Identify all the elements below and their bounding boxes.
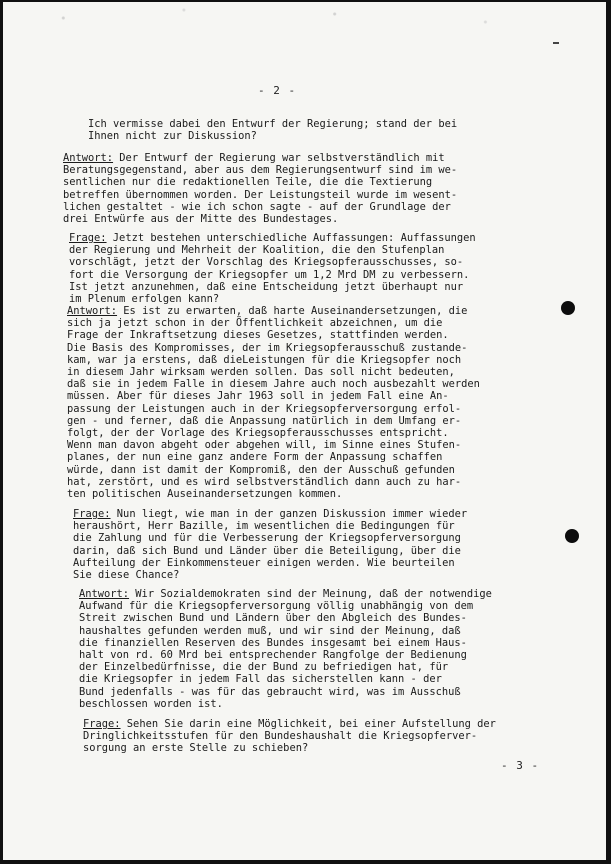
line-text: Dringlichkeitsstufen für den Bundeshaushalt die Kriegsopferver- (83, 730, 478, 743)
line-text: Ist jetzt anzunehmen, daß eine Entscheidung jetzt überhaupt nur (69, 280, 464, 293)
line-text: Sehen Sie darin eine Möglichkeit, bei einer Aufstellung der (120, 718, 496, 730)
line-text: Aufwand für die Kriegsopferversorgung völlig unabhängig von dem (79, 600, 474, 613)
line-text: Aufteilung der Einkommensteuer einigen werden. Wie beurteilen (73, 556, 455, 569)
text-line (63, 201, 568, 213)
text-line (67, 342, 572, 354)
line-text: die finanziellen Reserven des Bundes insgesamt bei einem Haus- (79, 636, 467, 649)
line-text: würde, dann ist damit der Kompromiß, den der Ausschuß gefunden (67, 463, 455, 476)
speaker-label: Frage: (73, 508, 111, 520)
line-text: Der Entwurf der Regierung war selbstverständlich mit (113, 152, 445, 164)
line-text: folgt, der der Vorlage des Kriegsopferausschusses entspricht. (67, 427, 449, 440)
text-line (63, 164, 568, 176)
line-text: drei Entwürfe aus der Mitte des Bundestages. (63, 213, 339, 226)
text-line (67, 305, 572, 317)
line-text: betreffen übernommen worden. Der Leistungsteil wurde im wesent- (63, 188, 458, 201)
speaker-label: Antwort: (79, 588, 130, 600)
text-line (63, 189, 568, 201)
text-line (79, 600, 579, 612)
text-line (79, 637, 579, 649)
line-text: die Kriegsopfer in jedem Fall das sicherstellen kann - der (79, 673, 442, 686)
line-text: daß sie in jedem Falle in diesem Jahre auch noch ausbezahlt werden (67, 378, 480, 391)
answer-block (67, 305, 572, 500)
text-line (67, 354, 572, 366)
text-line (83, 730, 578, 742)
scan-noise (3, 2, 606, 42)
edge-mark (553, 42, 559, 44)
line-text: sich ja jetzt schon in der Öffentlichkeit abzeichnen, um die (67, 317, 443, 330)
line-text: beschlossen worden ist. (79, 697, 223, 710)
text-line (67, 378, 572, 390)
text-line (67, 476, 572, 488)
line-text: Frage der Inkraftsetzung dieses Gesetzes, stattfinden werden. (67, 329, 449, 342)
text-line (79, 625, 579, 637)
text-line (67, 366, 572, 378)
text-line (69, 232, 569, 244)
line-text: gen - und ferner, daß die Anpassung natürlich in dem Umfang er- (67, 414, 462, 427)
punch-hole (561, 301, 575, 315)
line-text: vorschlägt, jetzt der Vorschlag des Kriegsopferausschusses, so- (69, 256, 464, 269)
line-text: Sie diese Chance? (73, 569, 180, 582)
text-line (73, 569, 573, 581)
speaker-label: Frage: (83, 718, 121, 730)
text-line (67, 329, 572, 341)
text-line (73, 545, 573, 557)
text-line (63, 213, 568, 225)
line-text: Streit zwischen Bund und Ländern über den Abgleich des Bundes- (79, 612, 467, 625)
text-line (69, 244, 569, 256)
line-text: Ich vermisse dabei den Entwurf der Regierung; stand der bei (88, 118, 458, 130)
text-line (73, 557, 573, 569)
line-text: Es ist zu erwarten, daß harte Auseinandersetzungen, die (117, 305, 468, 317)
question-block (73, 508, 573, 581)
answer-block (63, 152, 568, 225)
text-line (67, 451, 572, 463)
text-line (88, 130, 568, 142)
text-line (63, 152, 568, 164)
text-line (67, 415, 572, 427)
line-text: der Regierung und Mehrheit der Koalition, die den Stufenplan (69, 244, 445, 257)
answer-block (79, 588, 579, 710)
text-line (69, 269, 569, 281)
text-line (63, 176, 568, 188)
text-line (79, 698, 579, 710)
line-text: der Einzelbedürfnisse, die der Bund zu befriedigen hat, für (79, 661, 449, 674)
text-line (69, 281, 569, 293)
line-text: müssen. Aber für dieses Jahr 1963 soll in jedem Fall eine An- (67, 390, 449, 403)
document-page (3, 2, 606, 860)
line-text: heraushört, Herr Bazille, im wesentlichen die Bedingungen für (73, 520, 455, 533)
text-line (67, 317, 572, 329)
line-text: hat, zerstört, und es wird selbstverständlich dann auch zu har- (67, 475, 462, 488)
text-line (73, 532, 573, 544)
speaker-label: Antwort: (67, 305, 118, 317)
text-line (67, 488, 572, 500)
intro-question (88, 118, 568, 142)
text-line (79, 649, 579, 661)
line-text: haushaltes gefunden werden muß, und wir sind der Meinung, daß (79, 624, 461, 637)
text-line (79, 661, 579, 673)
text-line (83, 718, 578, 730)
text-line (79, 686, 579, 698)
line-text: Die Basis des Kompromisses, der im Kriegsopferausschuß zustande- (67, 341, 468, 354)
line-text: Ihnen nicht zur Diskussion? (88, 130, 257, 143)
question-block (69, 232, 569, 305)
question-block (83, 718, 578, 755)
text-line (73, 520, 573, 532)
line-text: in diesem Jahr wirksam werden sollen. Das soll nicht bedeuten, (67, 366, 455, 379)
text-line (67, 390, 572, 402)
text-line (67, 403, 572, 415)
line-text: fort die Versorgung der Kriegsopfer um 1,2 Mrd DM zu verbessern. (69, 268, 470, 281)
text-line (79, 612, 579, 624)
punch-hole (565, 529, 579, 543)
text-line (69, 293, 569, 305)
line-text: passung der Leistungen auch in der Kriegsopferversorgung erfol- (67, 402, 462, 415)
line-text: Wenn man davon abgeht oder abgehen will, im Sinne eines Stufen- (67, 439, 462, 452)
line-text: im Plenum erfolgen kann? (69, 293, 220, 306)
line-text: planes, der nun eine ganz andere Form der Anpassung schaffen (67, 451, 443, 464)
line-text: die Zahlung und für die Verbesserung der Kriegsopferversorgung (73, 532, 461, 545)
text-line (88, 118, 568, 130)
text-line (73, 508, 573, 520)
line-text: Beratungsgegenstand, aber aus dem Regierungsentwurf sind im we- (63, 164, 458, 177)
line-text: Wir Sozialdemokraten sind der Meinung, daß der notwendige (129, 588, 492, 600)
page-number-bottom: - 3 - (501, 759, 540, 772)
text-line (67, 427, 572, 439)
line-text: kam, war ja erstens, daß dieLeistungen für die Kriegsopfer noch (67, 353, 462, 366)
line-text: ten politischen Auseinandersetzungen kommen. (67, 488, 343, 501)
line-text: sorgung an erste Stelle zu schieben? (83, 742, 309, 755)
page-number-top: - 2 - (258, 84, 297, 97)
line-text: lichen gestaltet - wie ich schon sagte - auf der Grundlage der (63, 200, 451, 213)
line-text: sentlichen nur die redaktionellen Teile, die die Textierung (63, 176, 433, 189)
text-line (67, 464, 572, 476)
line-text: Jetzt bestehen unterschiedliche Auffassungen: Auffassungen (106, 232, 476, 244)
speaker-label: Frage: (69, 232, 107, 244)
line-text: darin, daß sich Bund und Länder über die Beteiligung, über die (73, 544, 461, 557)
speaker-label: Antwort: (63, 152, 114, 164)
text-line (79, 673, 579, 685)
line-text: Bund jedenfalls - was für das gebraucht wird, was im Ausschuß (79, 685, 461, 698)
text-line (69, 256, 569, 268)
line-text: Nun liegt, wie man in der ganzen Diskussion immer wieder (110, 508, 468, 520)
text-line (79, 588, 579, 600)
text-line (83, 742, 578, 754)
line-text: halt von rd. 60 Mrd bei entsprechender Rangfolge der Bedienung (79, 649, 467, 662)
text-line (67, 439, 572, 451)
